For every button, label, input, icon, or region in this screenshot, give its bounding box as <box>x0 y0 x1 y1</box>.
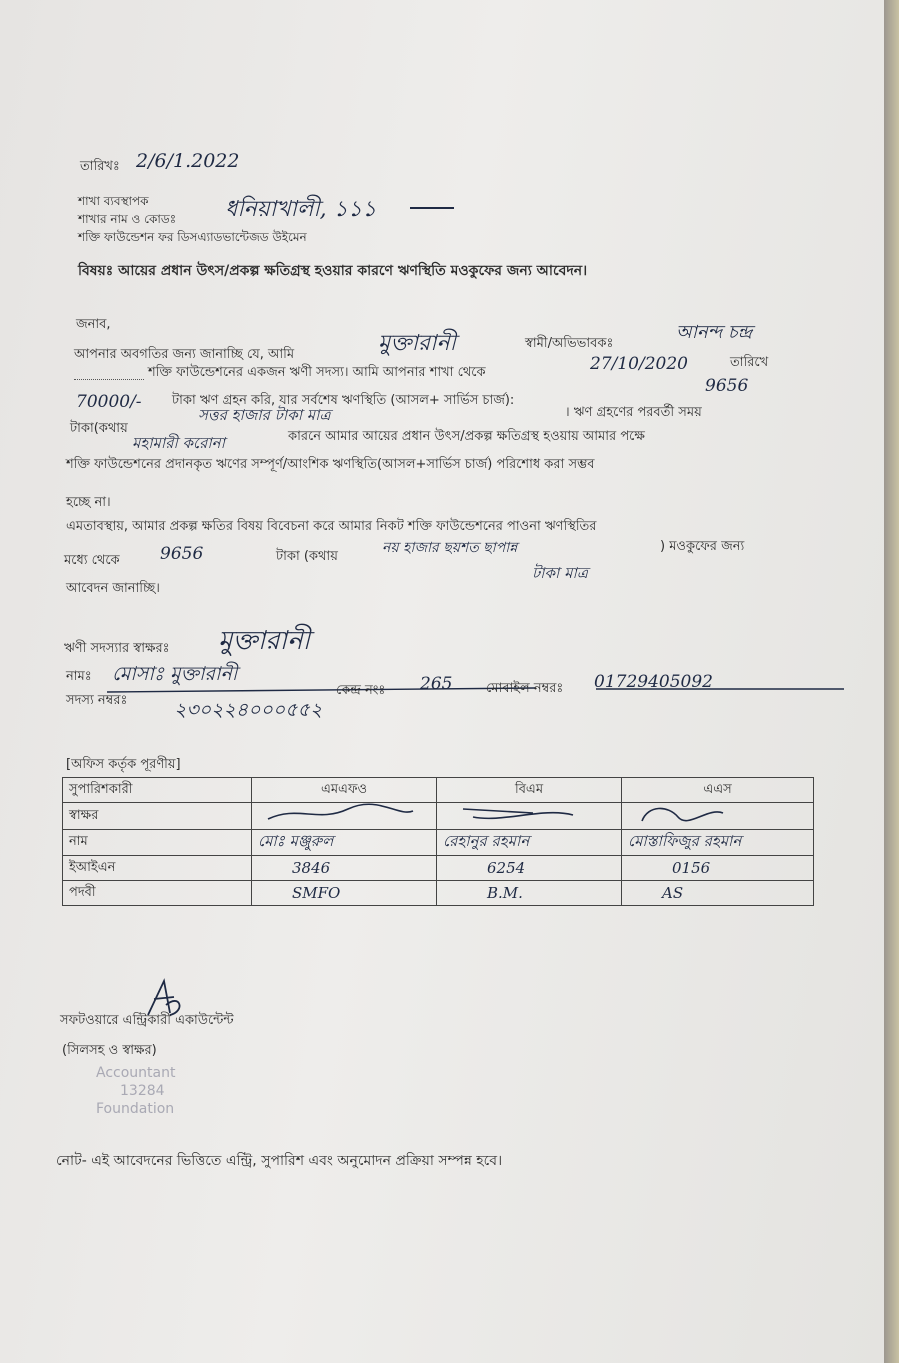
stamp-line-3: Foundation <box>96 1101 175 1117</box>
guardian-hw: আনন্দ চন্দ্র <box>676 322 753 343</box>
p1-line6: শক্তি ফাউন্ডেশনের প্রদানকৃত ঋণের সম্পূর্ণ/আংশিক ঋণস্থিতি(আসল+সার্ভিস চার্জ) পরিশোধ করা সম্ভব <box>66 457 595 472</box>
member-number-hw: ২৩০২২৪০০০৫৫২ <box>174 699 323 721</box>
date-label: তারিখঃ <box>80 159 120 174</box>
table-row <box>63 830 814 856</box>
borrower-signature: মুক্তারানী <box>218 626 311 656</box>
name-bm: রেহানুর রহমান <box>437 830 622 856</box>
signature-scribble-bm <box>443 803 603 825</box>
footer-note: নোট- এই আবেদনের ভিত্তিতে এন্ট্রি, সুপারিশ এবং অনুমোদন প্রক্রিয়া সম্পন্ন হবে। <box>56 1153 503 1169</box>
row-label-recommender: সুপারিশকারী <box>63 778 252 803</box>
recommendation-table <box>62 777 814 906</box>
waive-words-hw: নয় হাজার ছয়শত ছাপান্ন <box>382 540 518 556</box>
amount-words-hw: সত্তর হাজার টাকা মাত্র <box>198 406 331 424</box>
table-row <box>63 856 814 881</box>
date-value: 2/6/1.2022 <box>136 150 240 172</box>
waive-amount-hw: 9656 <box>160 544 204 564</box>
stamp-line-2: 13284 <box>120 1083 165 1099</box>
org-name: শক্তি ফাউন্ডেশন ফর ডিসএ্যাডভান্টেজড উইমেন <box>78 230 307 244</box>
designation-as: AS <box>622 881 814 906</box>
ein-as: 0156 <box>622 856 814 881</box>
sig-bm <box>437 803 622 830</box>
signature-scribble-as <box>628 803 788 825</box>
loan-date-hw: 27/10/2020 <box>590 354 688 374</box>
p2-line2-a: মধ্যে থেকে <box>64 553 120 568</box>
branch-label: শাখার নাম ও কোডঃ <box>78 212 177 226</box>
p1-blank <box>74 379 144 380</box>
mobile-label: মোবাইল নম্বরঃ <box>486 681 564 696</box>
salutation: জনাব, <box>76 317 111 332</box>
waive-words-cont-hw: টাকা মাত্র <box>532 564 588 582</box>
name-underline <box>105 684 545 696</box>
center-label: কেন্দ্র নংঃ <box>336 683 386 698</box>
sig-mfo <box>252 803 437 830</box>
table-row <box>63 881 814 906</box>
p1-line1-b: স্বামী/অভিভাবকঃ <box>525 336 614 351</box>
row-label-ein: ইআইএন <box>63 856 252 881</box>
p2-line2-c: ) মওকুফের জন্য <box>660 539 745 554</box>
p1-line2-a: শক্তি ফাউন্ডেশনের একজন ঋণী সদস্য। আমি আপনার শাখা থেকে <box>148 365 486 380</box>
accountant-label: সফটওয়ারে এন্ট্রিকারী একাউন্টেন্ট <box>60 1013 234 1028</box>
balance-hw: 9656 <box>705 376 749 396</box>
col-bm: বিএম <box>437 778 622 803</box>
table-row <box>63 778 814 803</box>
row-label-name: নাম <box>63 830 252 856</box>
borrower-name-hw: মোসাঃ মুক্তারানী <box>112 663 238 685</box>
mobile-value-hw: 01729405092 <box>594 672 713 692</box>
dash-mark <box>410 205 456 211</box>
signature-scribble-mfo <box>258 803 418 825</box>
center-value-hw: 265 <box>420 674 453 694</box>
p1-line7: হচ্ছে না। <box>66 495 111 510</box>
designation-bm: B.M. <box>437 881 622 906</box>
p1-line1-a: আপনার অবগতির জন্য জানাচ্ছি যে, আমি <box>74 347 295 362</box>
p2-line1: এমতাবস্থায়, আমার প্রকল্প ক্ষতির বিষয় বিবেচনা করে আমার নিকট শক্তি ফাউন্ডেশনের পাওনা ঋণস্থিতির <box>66 519 597 534</box>
office-heading: [অফিস কর্তৃক পূরণীয়] <box>66 757 181 772</box>
borrower-name-label: নামঃ <box>66 669 92 684</box>
subject-line: বিষয়ঃ আয়ের প্রধান উৎস/প্রকল্প ক্ষতিগ্রস্থ হওয়ার কারণে ঋণস্থিতি মওকুফের জন্য আবেদন। <box>78 263 588 279</box>
addressee: শাখা ব্যবস্থাপক <box>78 194 149 208</box>
row-label-designation: পদবী <box>63 881 252 906</box>
accountant-sub: (সিলসহ ও স্বাক্ষর) <box>62 1043 157 1058</box>
p2-line3: আবেদন জানাচ্ছি। <box>66 581 160 596</box>
reason-hw: মহামারী করোনা <box>132 434 225 452</box>
p1-line4-a: টাকা(কথায় <box>70 421 128 436</box>
borrower-sign-label: ঋণী সদস্যার স্বাক্ষরঃ <box>64 641 170 656</box>
loan-amount-hw: 70000/- <box>76 392 142 412</box>
member-name-hw: মুক্তারানী <box>378 331 456 356</box>
table-row <box>63 803 814 830</box>
sig-as <box>622 803 814 830</box>
p2-line2-b: টাকা (কথায় <box>276 549 338 564</box>
designation-mfo: SMFO <box>252 881 437 906</box>
p1-line4-b: । ঋণ গ্রহণের পরবর্তী সময় <box>565 405 702 420</box>
mobile-underline <box>596 686 846 692</box>
member-number-label: সদস্য নম্বরঃ <box>66 693 128 708</box>
p1-line2-b: তারিখে <box>730 355 769 370</box>
stamp-line-1: Accountant <box>96 1065 176 1081</box>
p1-line3-a: টাকা ঋণ গ্রহন করি, যার সর্বশেষ ঋণস্থিতি (আসল+ সার্ভিস চার্জ): <box>172 393 515 408</box>
name-as: মোস্তাফিজুর রহমান <box>622 830 814 856</box>
col-as: এএস <box>622 778 814 803</box>
p1-line5: কারনে আমার আয়ের প্রধান উৎস/প্রকল্প ক্ষতিগ্রস্থ হওয়ায় আমার পক্ষে <box>288 429 645 444</box>
row-label-signature: স্বাক্ষর <box>63 803 252 830</box>
ein-bm: 6254 <box>437 856 622 881</box>
branch-value: ধনিয়াখালী, ১১১ <box>225 197 377 222</box>
col-mfo: এমএফও <box>252 778 437 803</box>
table-surface-edge <box>884 0 899 1363</box>
name-mfo: মোঃ মঞ্জুরুল <box>252 830 437 856</box>
ein-mfo: 3846 <box>252 856 437 881</box>
